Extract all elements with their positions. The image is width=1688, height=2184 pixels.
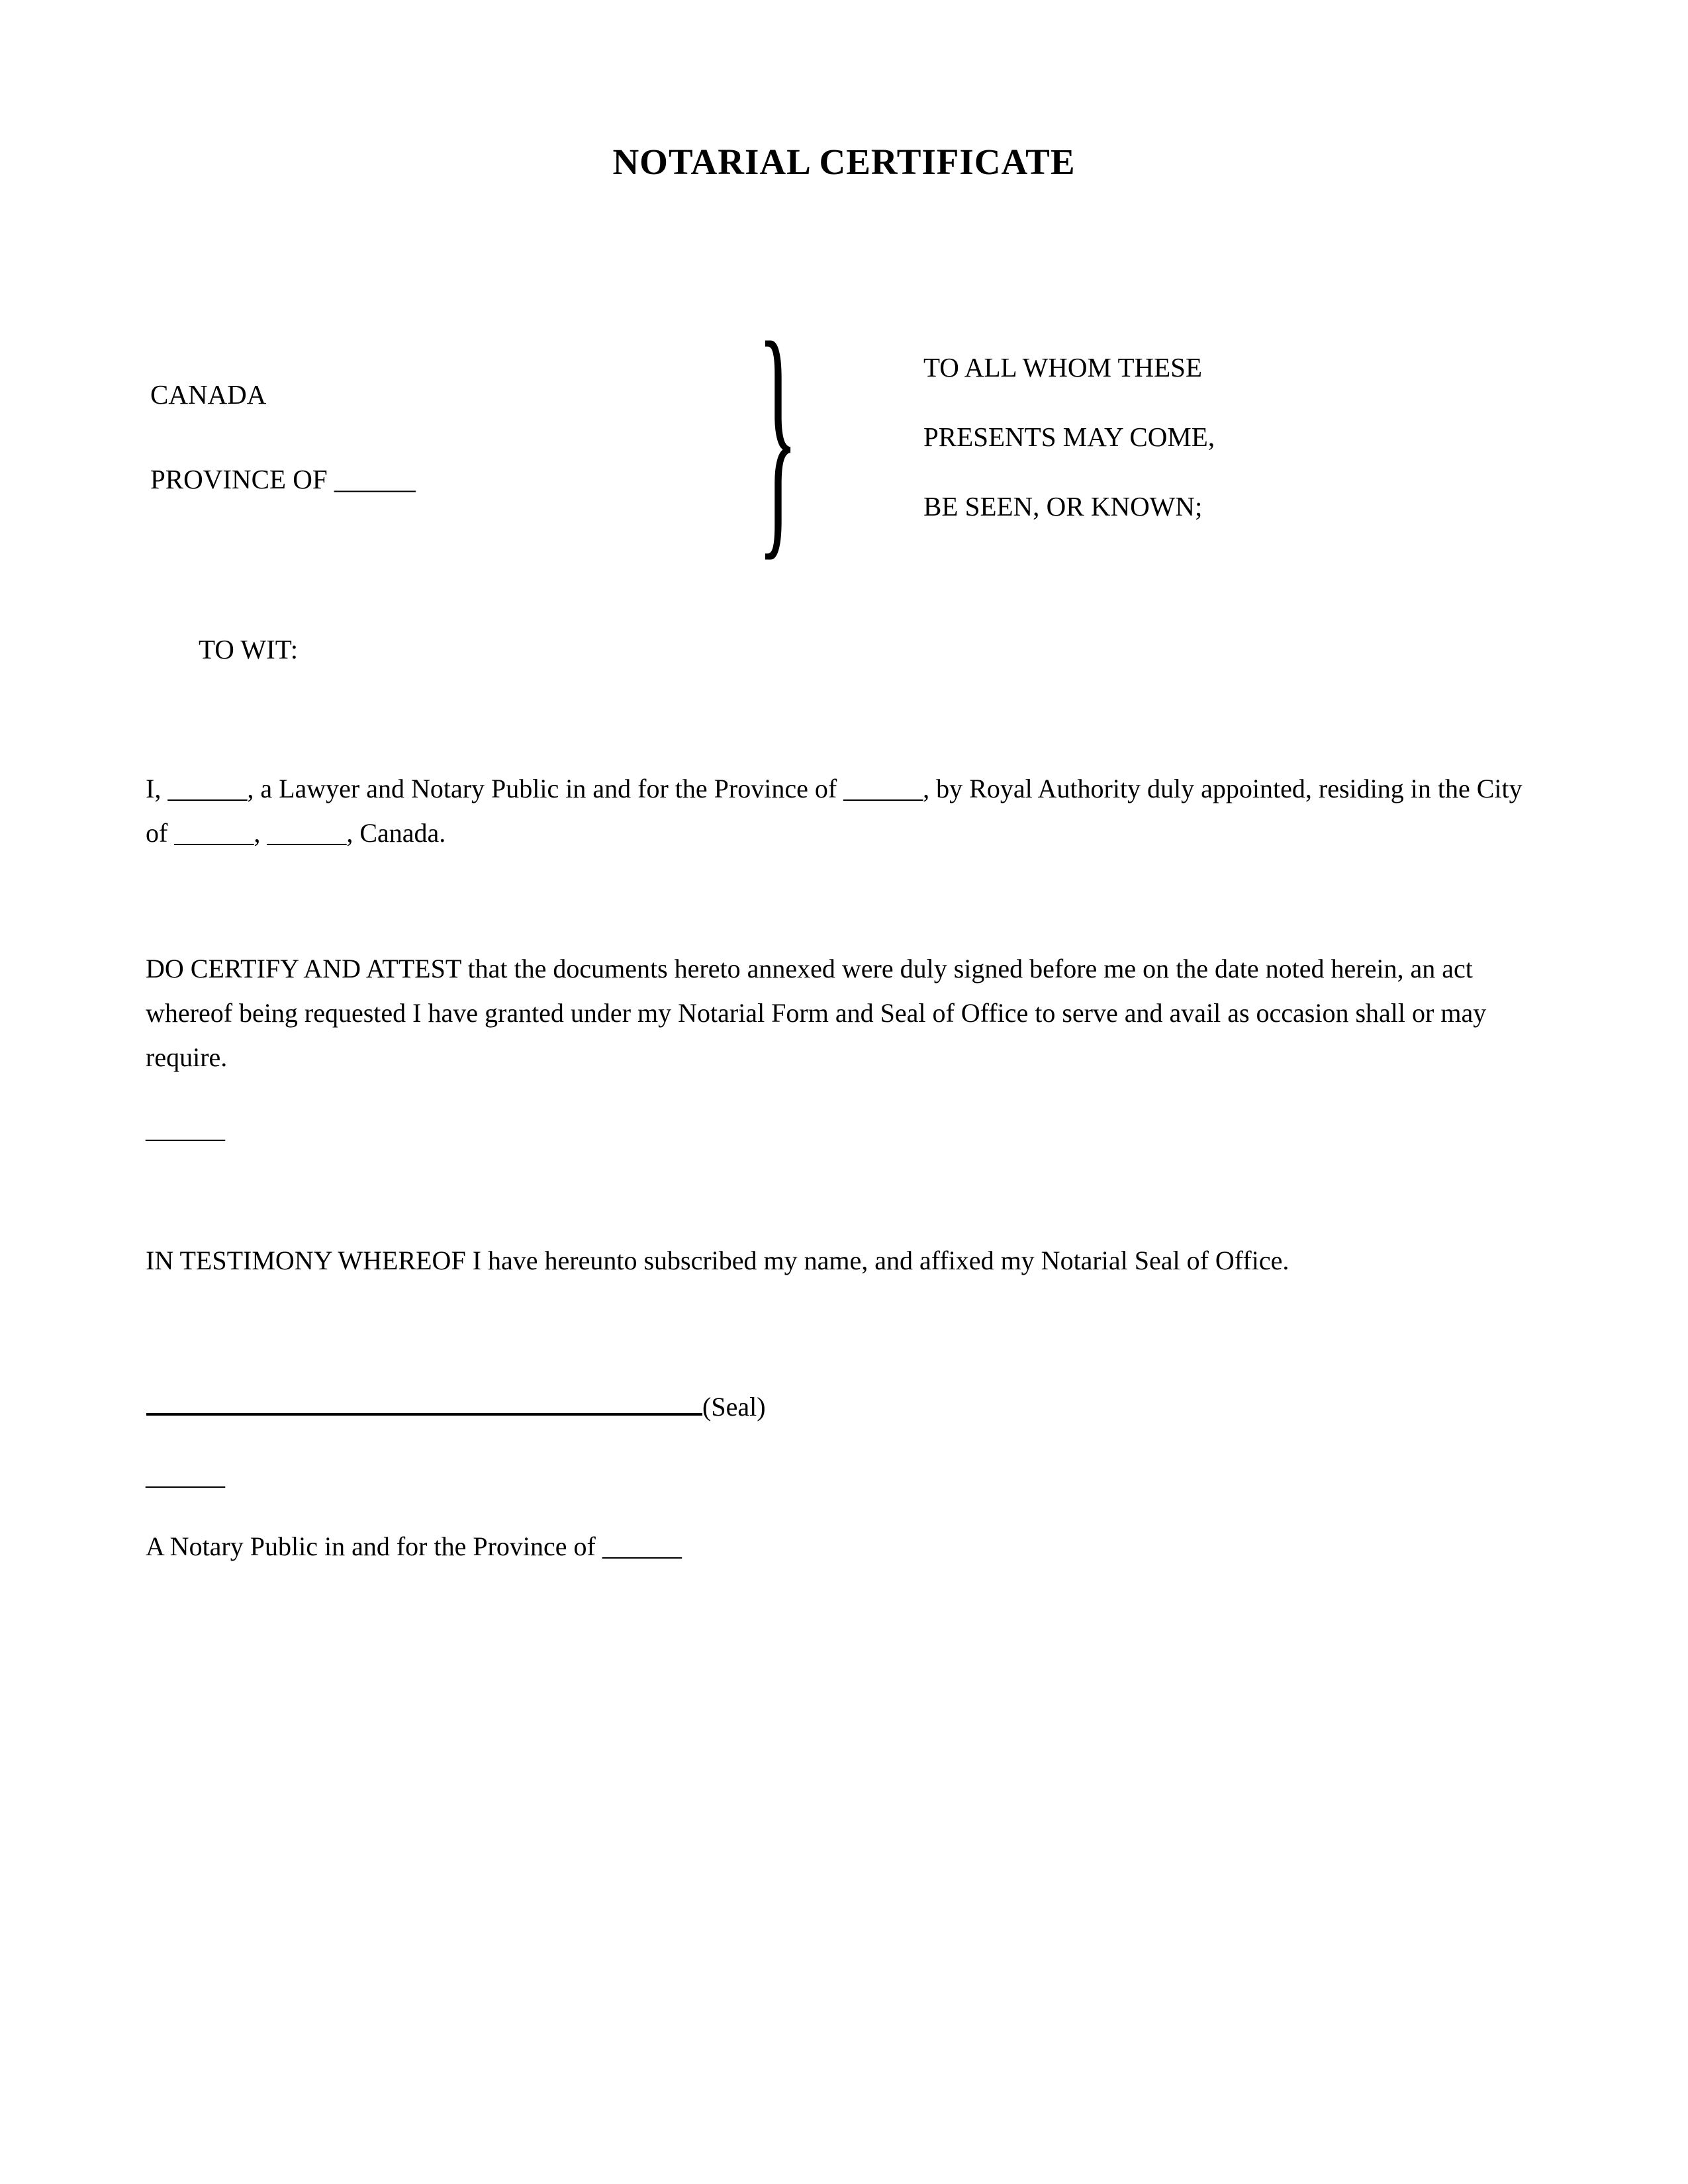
signature-line [146, 1385, 702, 1416]
date-blank-line: ______ [146, 1114, 225, 1144]
paragraph-line: whereof being requested I have granted under my Notarial Form and Seal of Office to serve and avail as occasion shall or may [146, 998, 1487, 1028]
notary-title-line: A Notary Public in and for the Province of ______ [146, 1531, 682, 1561]
signature-row [146, 1385, 766, 1429]
paragraph-line: of ______, ______, Canada. [146, 818, 446, 848]
to-wit-label: TO WIT: [199, 634, 299, 664]
curly-brace-icon: } [757, 289, 798, 582]
attestation-line: TO ALL WHOM THESE [923, 352, 1203, 383]
paragraph-line: require. [146, 1042, 228, 1072]
province-of-blank-line: PROVINCE OF ______ [150, 464, 416, 494]
document-title: NOTARIAL CERTIFICATE [612, 142, 1076, 182]
testimony-paragraph: IN TESTIMONY WHEREOF I have hereunto subscribed my name, and affixed my Notarial Seal of Office. [146, 1246, 1289, 1275]
attestation-line: BE SEEN, OR KNOWN; [923, 491, 1203, 522]
paragraph-line: I, ______, a Lawyer and Notary Public in and for the Province of ______, by Royal Authority duly appointed, residing in the City [146, 774, 1523, 803]
attestation-line: PRESENTS MAY COME, [923, 422, 1215, 452]
paragraph-line: DO CERTIFY AND ATTEST that the documents hereto annexed were duly signed before me on the date noted herein, an act [146, 954, 1473, 983]
appointment-paragraph [146, 766, 1523, 855]
country-label: CANADA [150, 379, 267, 410]
certification-paragraph [146, 946, 1486, 1079]
name-blank-line: ______ [146, 1461, 225, 1490]
seal-label: (Seal) [702, 1392, 766, 1422]
attestation-block [923, 333, 1215, 541]
